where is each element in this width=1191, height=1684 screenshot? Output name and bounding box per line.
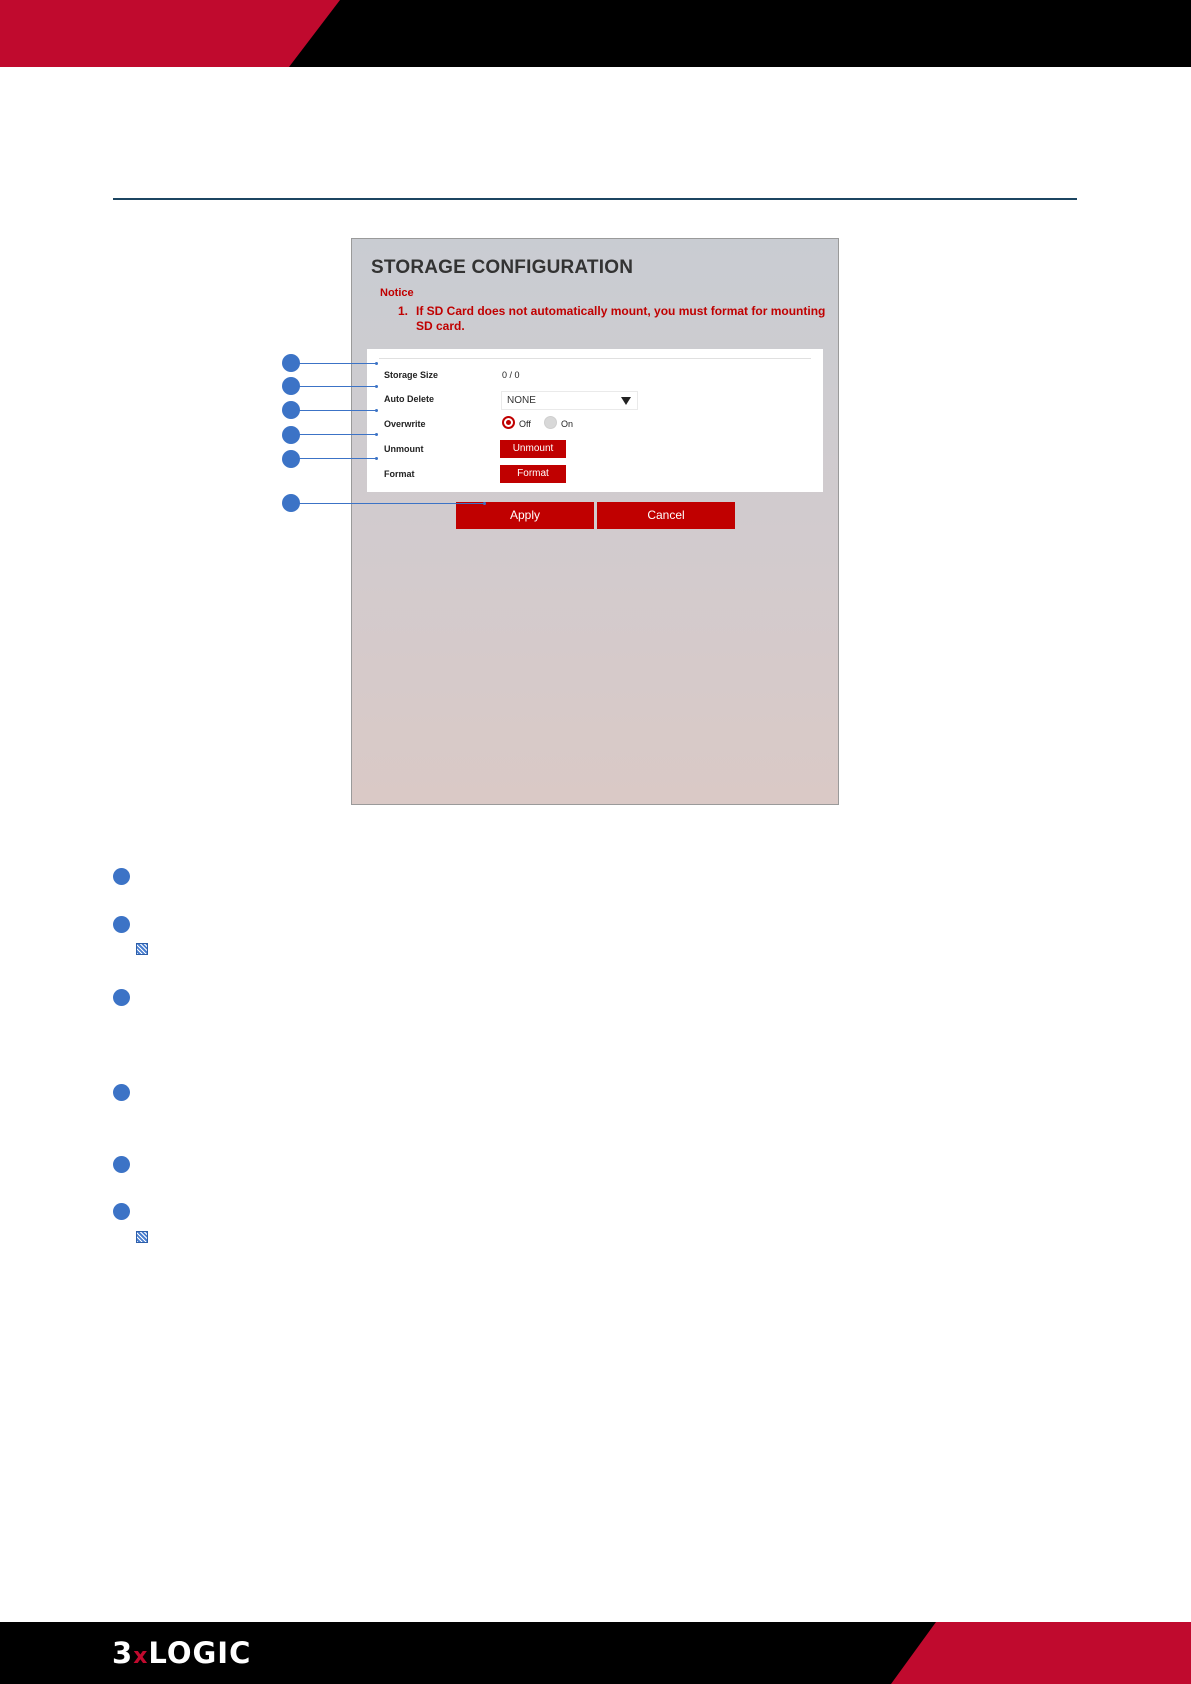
overwrite-on-label: On bbox=[561, 419, 574, 429]
unmount-button[interactable]: Unmount bbox=[500, 440, 566, 458]
storage-size-label: Storage Size bbox=[384, 370, 439, 380]
storage-form bbox=[367, 349, 823, 492]
unmount-label: Unmount bbox=[384, 444, 424, 454]
logo-word: LOGIC bbox=[148, 1636, 252, 1670]
format-button[interactable]: Format bbox=[500, 465, 566, 483]
legend-bullet bbox=[113, 1156, 130, 1173]
page-footer bbox=[0, 1622, 1191, 1684]
legend-bullet bbox=[113, 916, 130, 933]
section-divider bbox=[113, 198, 1077, 200]
overwrite-on-radio[interactable] bbox=[544, 416, 557, 429]
callout-line bbox=[299, 363, 377, 364]
callout-endpoint bbox=[375, 409, 378, 412]
logo-digit: 3 bbox=[112, 1636, 134, 1670]
legend-bullet bbox=[113, 989, 130, 1006]
panel-title: STORAGE CONFIGURATION bbox=[371, 257, 634, 278]
storage-size-value: 0 / 0 bbox=[502, 370, 520, 380]
legend-bullet bbox=[113, 1203, 130, 1220]
storage-configuration-panel bbox=[351, 238, 839, 805]
callout-marker bbox=[282, 377, 300, 395]
page-header bbox=[0, 0, 1191, 67]
auto-delete-select[interactable] bbox=[501, 391, 638, 410]
callout-line bbox=[299, 410, 377, 411]
brand-logo bbox=[112, 1636, 251, 1670]
callout-endpoint bbox=[375, 457, 378, 460]
overwrite-off-radio[interactable] bbox=[502, 416, 515, 429]
callout-line bbox=[299, 503, 485, 504]
footer-red-band bbox=[891, 1622, 1191, 1684]
callout-endpoint bbox=[375, 433, 378, 436]
callout-line bbox=[299, 458, 377, 459]
header-red-band bbox=[0, 0, 340, 67]
notice-number: 1. bbox=[398, 304, 409, 318]
note-icon bbox=[136, 1231, 148, 1243]
callout-endpoint bbox=[375, 362, 378, 365]
callout-line bbox=[299, 386, 377, 387]
cancel-button[interactable]: Cancel bbox=[597, 502, 735, 529]
callout-endpoint bbox=[375, 385, 378, 388]
chevron-down-icon bbox=[621, 397, 631, 405]
overwrite-off-label: Off bbox=[519, 419, 531, 429]
auto-delete-selected-value: NONE bbox=[507, 395, 536, 406]
apply-button[interactable]: Apply bbox=[456, 502, 594, 529]
auto-delete-label: Auto Delete bbox=[384, 394, 435, 404]
notice-text: If SD Card does not automatically mount, you must format for mounting SD card. bbox=[416, 304, 826, 333]
overwrite-label: Overwrite bbox=[384, 419, 426, 429]
callout-marker bbox=[282, 354, 300, 372]
callout-line bbox=[299, 434, 377, 435]
legend-bullet bbox=[113, 1084, 130, 1101]
notice-label: Notice bbox=[380, 287, 414, 299]
callout-marker bbox=[282, 494, 300, 512]
note-icon bbox=[136, 943, 148, 955]
form-divider bbox=[379, 358, 811, 359]
callout-marker bbox=[282, 450, 300, 468]
callout-marker bbox=[282, 426, 300, 444]
logo-x: x bbox=[133, 1644, 149, 1669]
callout-marker bbox=[282, 401, 300, 419]
format-label: Format bbox=[384, 469, 415, 479]
callout-endpoint bbox=[483, 502, 486, 505]
legend-bullet bbox=[113, 868, 130, 885]
